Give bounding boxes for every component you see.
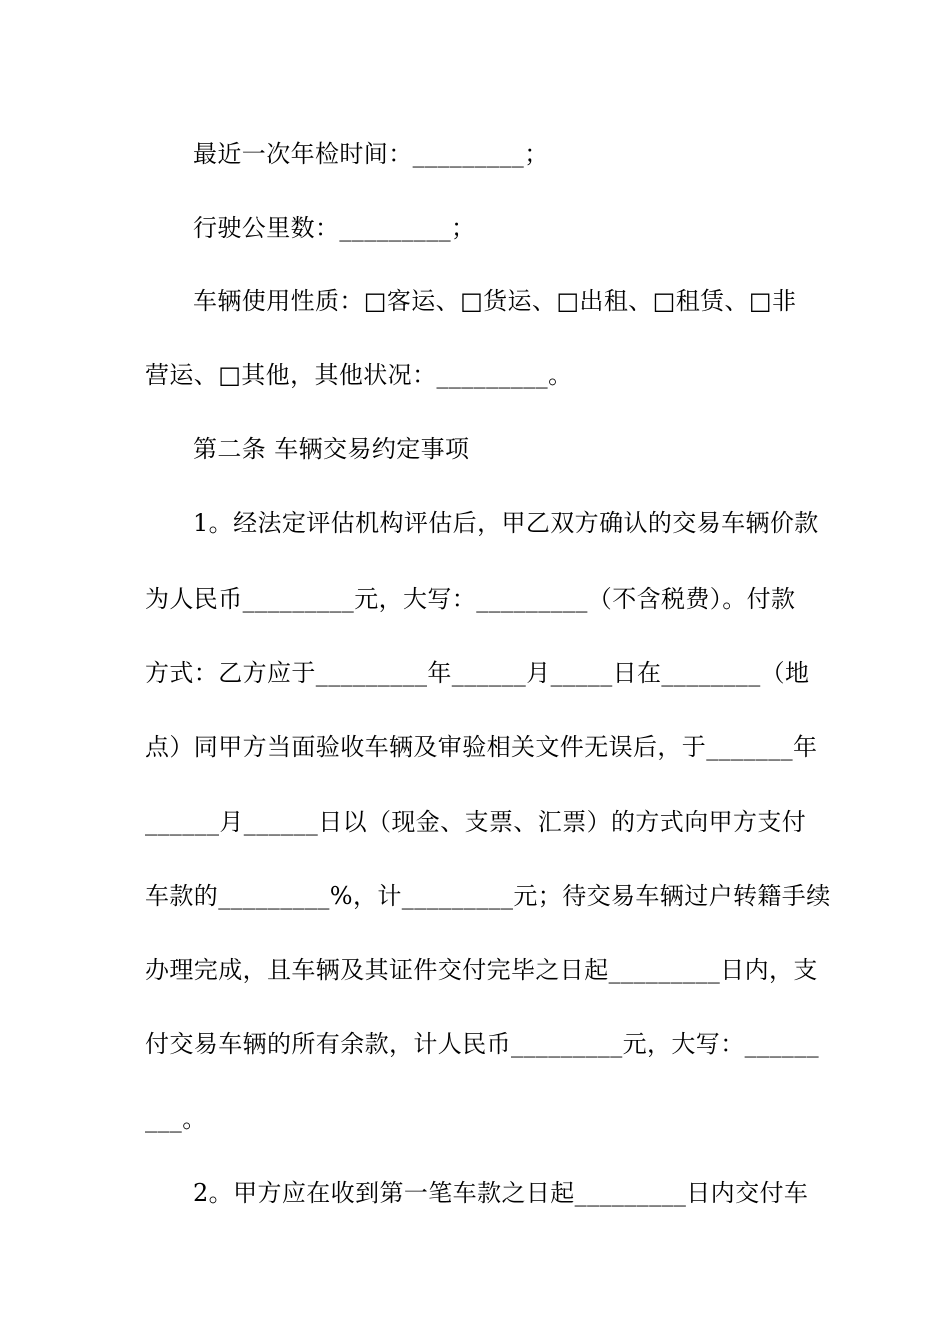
text-line-balance: 付交易车辆的所有余款，计人民币_________元，大写：______ [145,1030,819,1058]
text-line-price: 为人民币_________元，大写：_________（不含税费）。付款 [145,585,796,613]
text-line-transfer: 办理完成，且车辆及其证件交付完毕之日起_________日内，支 [145,956,818,984]
text-line-inspection: 点）同甲方当面验收车辆及审验相关文件无误后，于_______年 [145,733,818,761]
text-line-percentage: 车款的_________%，计_________元；待交易车辆过户转籍手续 [145,882,831,910]
text-line-balance-end: ___。 [145,1105,207,1133]
section-heading-article-2: 第二条 车辆交易约定事项 [193,435,470,463]
text-line-payment-method: 方式：乙方应于_________年______月_____日在________（地 [145,659,810,687]
text-line-usage-nature-cont: 营运、□其他，其他状况：_________。 [145,361,573,389]
text-line-usage-nature: 车辆使用性质：□客运、□货运、□出租、□租赁、□非 [193,287,797,315]
text-line-annual-inspection: 最近一次年检时间：_________； [193,140,549,168]
text-line-clause-1: 1。经法定评估机构评估后，甲乙双方确认的交易车辆价款 [193,509,819,537]
text-line-clause-2: 2。甲方应在收到第一笔车款之日起_________日内交付车 [193,1179,809,1207]
text-line-payment-type: ______月______日以（现金、支票、汇票）的方式向甲方支付 [145,808,807,836]
text-line-mileage: 行驶公里数：_________； [193,214,476,242]
